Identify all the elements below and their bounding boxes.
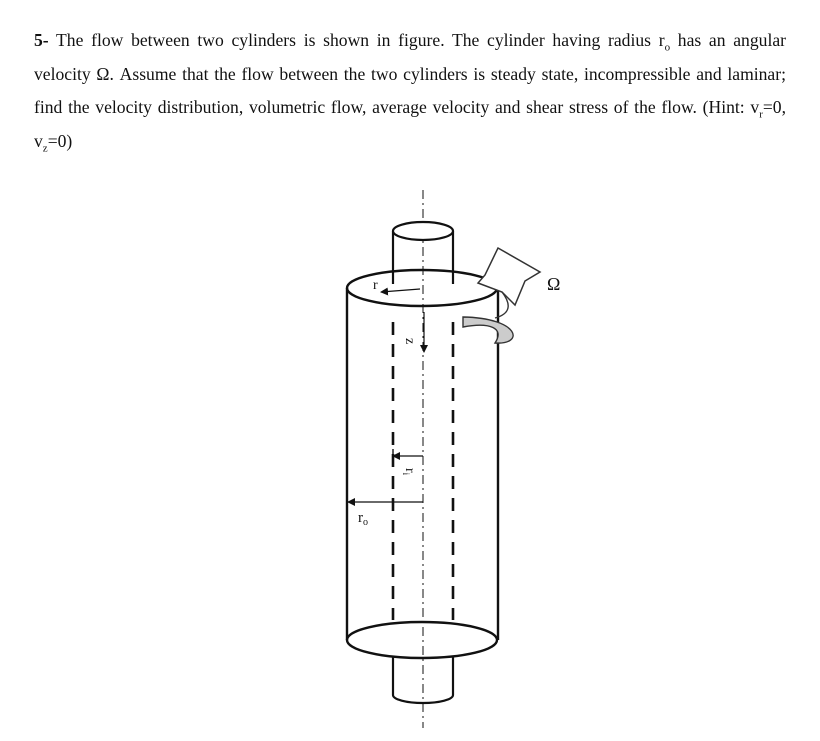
problem-text-1: The flow between two cylinders is shown in figure. The cylinder having radius r: [48, 30, 665, 50]
problem-text-4: =0): [47, 130, 73, 151]
rotation-arrowhead-icon: [478, 248, 540, 305]
outer-cylinder-top-ellipse: [347, 270, 497, 306]
inner-cylinder-top-ellipse: [393, 222, 453, 240]
r-label: r: [373, 278, 378, 293]
ro-label: $r_o$: [358, 510, 368, 528]
problem-statement: [34, 24, 786, 158]
problem-vr-subscript: r: [759, 108, 763, 121]
z-label: z: [402, 338, 417, 345]
inner-cylinder-bottom-arc: [393, 695, 453, 703]
problem-text-3: =0, v: [34, 97, 786, 151]
problem-text-2: has an angular velocity Ω. Assume that the flow between the two cylinders is steady state, incompressible and laminar; find the velocity distribution, volumetric flow, average velocity and shear stress of the flow. (Hint: v: [34, 30, 787, 118]
ri-label: $r_i$: [401, 468, 417, 476]
r-direction-arrow: [381, 289, 420, 292]
rotation-arrow-icon: [463, 317, 513, 343]
problem-ro-subscript: o: [664, 41, 671, 54]
problem-number: 5-: [34, 30, 49, 50]
rotation-arrow-neck: [495, 292, 508, 318]
omega-label: Ω: [547, 274, 561, 294]
outer-cylinder-bottom-ellipse: [347, 622, 497, 658]
problem-vz-subscript: z: [42, 142, 48, 155]
